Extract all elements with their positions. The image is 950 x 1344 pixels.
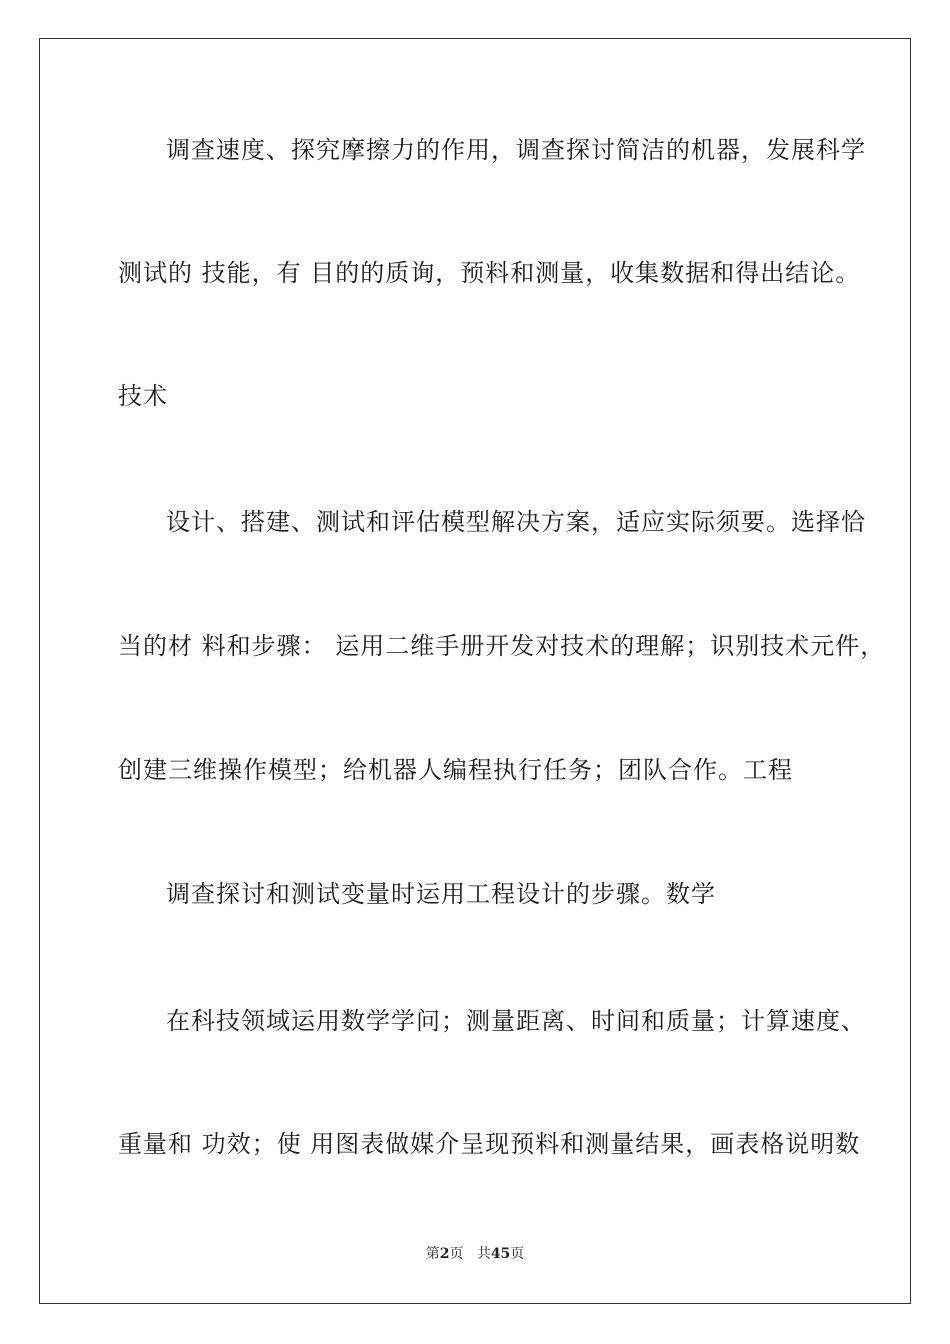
paragraph-line-7: 在科技领域运用数学学问；测量距离、时间和质量；计算速度、 [166,1007,866,1035]
section-heading-technology: 技术 [118,382,168,410]
footer-total-suffix: 页 [510,1246,525,1262]
page-footer [0,1245,950,1263]
footer-total-pages: 45 [490,1246,511,1262]
page-border [39,38,911,1304]
paragraph-line-6: 调查探讨和测试变量时运用工程设计的步骤。数学 [166,880,716,908]
footer-page-prefix: 第 [425,1246,440,1262]
paragraph-line-3: 设计、搭建、测试和评估模型解决方案，适应实际须要。选择恰 [166,508,866,536]
paragraph-line-2: 测试的 技能，有 目的的质询，预料和测量，收集数据和得出结论。 [118,259,861,287]
footer-page-suffix: 页 [449,1246,464,1262]
paragraph-line-1: 调查速度、探究摩擦力的作用，调查探讨简洁的机器，发展科学 [166,136,866,164]
paragraph-line-4: 当的材 料和步骤： 运用二维手册开发对技术的理解；识别技术元件， [118,632,886,660]
footer-total-prefix: 共 [476,1246,491,1262]
paragraph-line-5: 创建三维操作模型；给机器人编程执行任务；团队合作。工程 [118,756,793,784]
footer-page-number: 2 [439,1246,450,1262]
paragraph-line-8: 重量和 功效；使 用图表做媒介呈现预料和测量结果，画表格说明数 [118,1130,861,1158]
